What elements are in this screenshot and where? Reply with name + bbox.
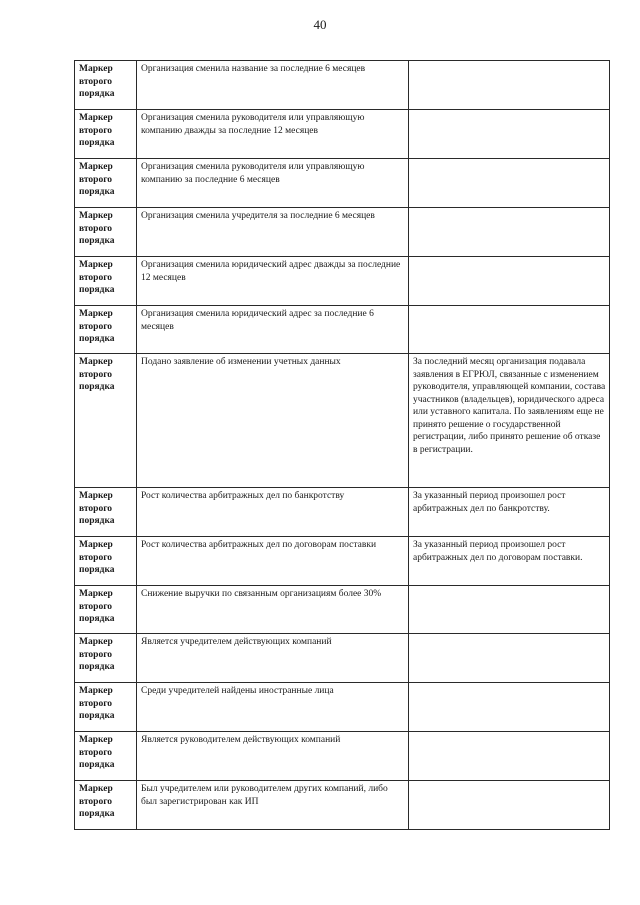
marker-note-cell (409, 159, 610, 208)
marker-condition-cell: Организация сменила руководителя или управляющую компанию за последние 6 месяцев (137, 159, 409, 208)
marker-type-cell: Маркер второго порядка (75, 683, 137, 732)
marker-note-cell: За указанный период произошел рост арбитражных дел по договорам поставки. (409, 537, 610, 586)
marker-type-cell: Маркер второго порядка (75, 61, 137, 110)
marker-condition-cell: Организация сменила юридический адрес за последние 6 месяцев (137, 306, 409, 354)
table-row (75, 586, 610, 634)
marker-type-cell: Маркер второго порядка (75, 354, 137, 488)
marker-note-cell (409, 732, 610, 781)
marker-type-cell: Маркер второго порядка (75, 586, 137, 634)
marker-note-cell (409, 306, 610, 354)
marker-condition-cell: Организация сменила руководителя или управляющую компанию дважды за последние 12 месяцев (137, 110, 409, 159)
table-row (75, 354, 610, 488)
page-number: 40 (313, 17, 327, 32)
table-row (75, 732, 610, 781)
marker-note-cell (409, 110, 610, 159)
table-row (75, 306, 610, 354)
marker-type-cell: Маркер второго порядка (75, 537, 137, 586)
marker-condition-cell: Снижение выручки по связанным организациям более 30% (137, 586, 409, 634)
marker-condition-cell: Является учредителем действующих компаний (137, 634, 409, 683)
table-row (75, 208, 610, 257)
marker-type-cell: Маркер второго порядка (75, 110, 137, 159)
marker-type-cell: Маркер второго порядка (75, 257, 137, 306)
markers-table-body (75, 61, 610, 830)
marker-condition-cell: Был учредителем или руководителем других компаний, либо был зарегистрирован как ИП (137, 781, 409, 830)
table-row (75, 683, 610, 732)
marker-note-cell (409, 683, 610, 732)
marker-condition-cell: Организация сменила юридический адрес дважды за последние 12 месяцев (137, 257, 409, 306)
marker-condition-cell: Подано заявление об изменении учетных данных (137, 354, 409, 488)
markers-table (74, 60, 610, 830)
marker-note-cell (409, 586, 610, 634)
marker-type-cell: Маркер второго порядка (75, 159, 137, 208)
table-row (75, 61, 610, 110)
marker-condition-cell: Организация сменила учредителя за последние 6 месяцев (137, 208, 409, 257)
table-row (75, 159, 610, 208)
table-row (75, 634, 610, 683)
marker-condition-cell: Рост количества арбитражных дел по банкротству (137, 488, 409, 537)
marker-note-cell: За последний месяц организация подавала заявления в ЕГРЮЛ, связанные с изменением руководителя, управляющей компании, состава участников (владельцев), юридического адреса или уставного капитала. По заявлениям еще не принято решение о государственной регистрации, либо принято решение об отказе в регистрации. (409, 354, 610, 488)
marker-condition-cell: Рост количества арбитражных дел по договорам поставки (137, 537, 409, 586)
marker-condition-cell: Является руководителем действующих компаний (137, 732, 409, 781)
marker-type-cell: Маркер второго порядка (75, 781, 137, 830)
marker-note-cell (409, 257, 610, 306)
marker-type-cell: Маркер второго порядка (75, 488, 137, 537)
table-row (75, 537, 610, 586)
marker-condition-cell: Среди учредителей найдены иностранные лица (137, 683, 409, 732)
marker-type-cell: Маркер второго порядка (75, 208, 137, 257)
marker-type-cell: Маркер второго порядка (75, 306, 137, 354)
marker-note-cell (409, 634, 610, 683)
marker-note-cell (409, 781, 610, 830)
marker-note-cell: За указанный период произошел рост арбитражных дел по банкротству. (409, 488, 610, 537)
marker-type-cell: Маркер второго порядка (75, 634, 137, 683)
marker-note-cell (409, 61, 610, 110)
table-row (75, 781, 610, 830)
table-row (75, 110, 610, 159)
table-row (75, 257, 610, 306)
marker-condition-cell: Организация сменила название за последние 6 месяцев (137, 61, 409, 110)
marker-type-cell: Маркер второго порядка (75, 732, 137, 781)
marker-note-cell (409, 208, 610, 257)
table-row (75, 488, 610, 537)
